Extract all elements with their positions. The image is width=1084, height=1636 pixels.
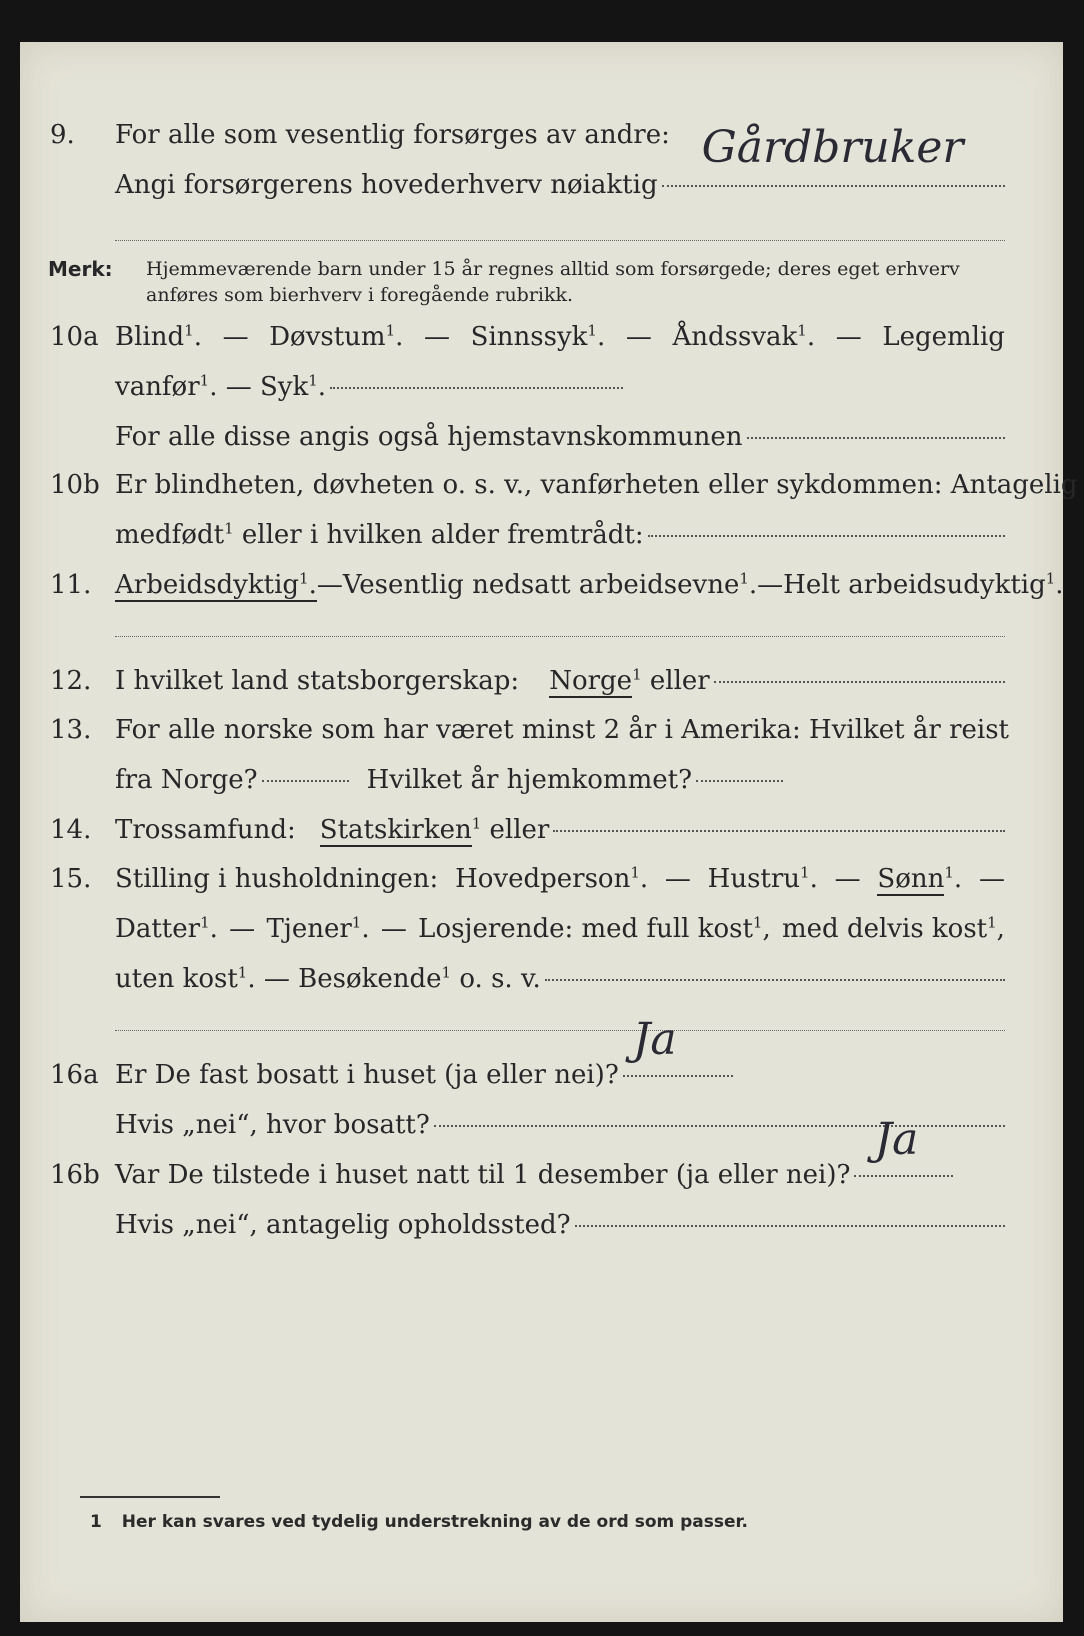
option-sonn-selected[interactable]: Sønn$^1$. xyxy=(877,863,963,894)
merk-label: Merk: xyxy=(48,257,113,281)
merk-text-cont: anføres som bierhverv i foregående rubrikk. xyxy=(146,284,574,306)
dash: — xyxy=(263,964,290,994)
q13-hjemkommet: Hvilket år hjemkommet? xyxy=(366,765,693,795)
q16b-question: Var De tilstede i huset natt til 1 desember (ja eller nei)? xyxy=(115,1160,851,1190)
option-uten-kost[interactable]: uten kost$^1$. xyxy=(115,963,264,994)
option-syk[interactable]: Syk$^1$. xyxy=(259,371,327,402)
footnote-mark: 1 xyxy=(90,1512,102,1532)
q14-label: Trossamfund: xyxy=(115,815,296,845)
q11-number: 11. xyxy=(50,570,92,600)
option-vanfor[interactable]: vanfør$^1$. xyxy=(115,371,226,402)
option-delvis-kost[interactable]: med delvis kost$^1$, xyxy=(782,913,1005,944)
footnote xyxy=(90,1512,748,1532)
q14-eller: eller xyxy=(489,815,550,845)
q16a-bosatt-field[interactable] xyxy=(434,1125,1005,1127)
dash: — xyxy=(834,864,861,894)
q9-question-cont: Angi forsørgerens hovederhverv nøiaktig xyxy=(115,170,658,200)
option-arbeidsdyktig-selected[interactable]: Arbeidsdyktig$^1$. xyxy=(115,569,317,600)
option-legemlig[interactable]: Legemlig xyxy=(882,322,1005,352)
option-full-kost[interactable]: Losjerende: med full kost$^1$, xyxy=(418,913,771,944)
footnote-rule xyxy=(80,1496,220,1498)
q10b-question-cont: eller i hvilken alder fremtrådt: xyxy=(233,520,644,550)
q9-question: For alle som vesentlig forsørges av andre: xyxy=(115,120,670,150)
merk-text: Hjemmeværende barn under 15 år regnes alltid som forsørgede; deres eget erhverv xyxy=(146,258,960,280)
q13-question: For alle norske som har været minst 2 år i Amerika: Hvilket år reist xyxy=(115,715,1009,745)
option-hovedperson[interactable]: Hovedperson$^1$. xyxy=(455,863,649,894)
q15-number: 15. xyxy=(50,864,92,894)
q10b-question: Er blindheten, døvheten o. s. v., vanførheten eller sykdommen: Antagelig xyxy=(115,470,1078,500)
dash: — xyxy=(757,570,784,600)
q16b-opholdssted-field[interactable] xyxy=(575,1225,1005,1227)
option-norge-selected[interactable]: Norge$^1$ xyxy=(549,665,642,696)
dash: — xyxy=(835,322,862,352)
dash: — xyxy=(225,372,252,402)
dash: — xyxy=(664,864,691,894)
dash: — xyxy=(222,322,249,352)
q10a-answer-field[interactable] xyxy=(330,387,623,389)
option-sinnssyk[interactable]: Sinnssyk$^1$. xyxy=(470,321,606,352)
divider xyxy=(115,636,1005,637)
q16b-number: 16b xyxy=(50,1160,100,1190)
footnote-text: Her kan svares ved tydelig understrekning av de ord som passer. xyxy=(121,1512,748,1532)
q16b-handwritten-answer: Ja xyxy=(874,1114,919,1165)
hjemstavn-field[interactable] xyxy=(747,437,1005,439)
q14-number: 14. xyxy=(50,815,92,845)
q15-answer-field[interactable] xyxy=(545,979,1005,981)
option-besokende[interactable]: Besøkende$^1$ xyxy=(298,963,452,994)
option-datter[interactable]: Datter$^1$. xyxy=(115,913,218,944)
option-andssvak[interactable]: Åndssvak$^1$. xyxy=(672,321,816,352)
divider xyxy=(115,240,1005,241)
option-statskirken-selected[interactable]: Statskirken$^1$ xyxy=(319,814,482,845)
dash: — xyxy=(978,864,1005,894)
q16a-question: Er De fast bosatt i huset (ja eller nei)? xyxy=(115,1060,619,1090)
dash: — xyxy=(625,322,652,352)
q15-label: Stilling i husholdningen: xyxy=(115,864,439,894)
q15-osv: o. s. v. xyxy=(459,964,541,994)
option-medfodt[interactable]: medfødt$^1$ xyxy=(115,519,234,550)
q16b-opholdssted: Hvis „nei“, antagelig opholdssted? xyxy=(115,1210,571,1240)
q10a-hjemstavn: For alle disse angis også hjemstavnskommunen xyxy=(115,422,743,452)
q9-answer-field[interactable] xyxy=(662,122,1005,187)
q10b-answer-field[interactable] xyxy=(648,535,1005,537)
q16a-answer-field[interactable] xyxy=(623,1014,733,1077)
option-tjener[interactable]: Tjener$^1$. xyxy=(266,913,370,944)
q16a-number: 16a xyxy=(50,1060,99,1090)
q13-reist-field[interactable] xyxy=(262,780,349,782)
q14-answer-field[interactable] xyxy=(553,830,1005,832)
option-nedsatt[interactable]: Vesentlig nedsatt arbeidsevne$^1$. xyxy=(342,569,758,600)
q13-number: 13. xyxy=(50,715,92,745)
option-udyktig[interactable]: Helt arbeidsudyktig$^1$. xyxy=(783,569,1064,600)
option-dovstum[interactable]: Døvstum$^1$. xyxy=(269,321,404,352)
q12-answer-field[interactable] xyxy=(714,681,1005,683)
q9-number: 9. xyxy=(50,120,75,150)
q9-handwritten-answer: Gårdbruker xyxy=(701,122,964,173)
q16a-hvor-bosatt: Hvis „nei“, hvor bosatt? xyxy=(115,1110,430,1140)
q12-question: I hvilket land statsborgerskap: xyxy=(115,666,520,696)
option-hustru[interactable]: Hustru$^1$. xyxy=(707,863,818,894)
q16a-handwritten-answer: Ja xyxy=(632,1014,677,1065)
dash: — xyxy=(316,570,343,600)
q13-hjemkommet-field[interactable] xyxy=(696,780,783,782)
q10b-number: 10b xyxy=(50,470,100,500)
census-form-page xyxy=(20,42,1078,1622)
dash: — xyxy=(380,914,407,944)
option-blind[interactable]: Blind$^1$. xyxy=(115,321,202,352)
q10a-number: 10a xyxy=(50,322,99,352)
dash: — xyxy=(424,322,451,352)
divider xyxy=(115,1030,1005,1031)
q12-number: 12. xyxy=(50,666,92,696)
dash: — xyxy=(229,914,256,944)
q16b-answer-field[interactable] xyxy=(854,1114,953,1177)
q12-eller: eller xyxy=(649,666,710,696)
q13-fra-norge: fra Norge? xyxy=(115,765,258,795)
